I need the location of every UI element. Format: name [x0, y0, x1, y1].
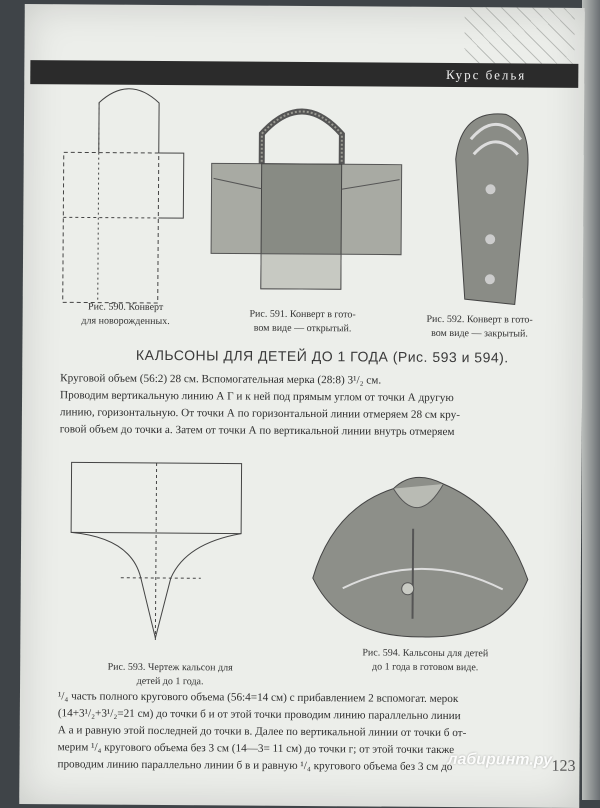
paragraph-line: проводим линию параллельно линии б в и равную ¹/₄ кругового объема без 3 см до [57, 758, 453, 774]
fig590-caption-line2: для новорожденных. [81, 315, 170, 328]
envelope-pattern-drawing [43, 82, 195, 305]
fig594-caption [320, 646, 530, 675]
fig594-caption-line2: до 1 года в готовом виде. [372, 661, 479, 674]
fig592-caption-line1: Рис. 592. Конверт в гото- [426, 313, 533, 326]
open-envelope-illustration [191, 93, 424, 295]
paragraph-line: линию, горизонтальную. От точки А по горизонтальной линии отмеряем 28 см кру- [59, 406, 460, 422]
site-watermark: лабиринт.ру [447, 751, 553, 769]
paragraph-line: А а и равную этой последней до точки в. Далее по вертикальной линии от точки б от- [57, 724, 467, 740]
book-right-edge [582, 0, 600, 800]
fig590-caption [51, 300, 201, 329]
trousers-pattern-drawing [60, 452, 261, 649]
running-title: Курс белья [445, 66, 527, 83]
finished-trousers-illustration [302, 468, 541, 646]
fig593-caption-line1: Рис. 593. Чертеж кальсон для [107, 661, 233, 674]
paragraph-line: ¹/₄ часть полного кругового объема (56:4=14 см) с прибавлением 2 вспомогат. мерок [57, 690, 459, 706]
page-number: 123 [551, 757, 576, 775]
section-heading: КАЛЬСОНЫ ДЛЯ ДЕТЕЙ ДО 1 ГОДА (Рис. 593 и 594). [135, 346, 509, 366]
header-ornament [464, 7, 574, 64]
fig592-caption [394, 313, 564, 342]
fig591-caption [222, 307, 382, 336]
fig593-caption-line2: детей до 1 года. [136, 675, 204, 688]
paragraph-line: мерим ¹/₄ кругового объема без 3 см (14—3= 11 см) до точки г; от этой точки также [57, 741, 455, 757]
fig590-caption-line1: Рис. 590. Конверт [88, 301, 164, 314]
closed-envelope-illustration [435, 99, 548, 312]
fig593-caption [70, 660, 270, 689]
paragraph-line: (14+3¹/₂+3¹/₂=21 см) до точки б и от этой точки проводим линию параллельно линии [57, 707, 461, 723]
paragraph-top [60, 370, 560, 441]
fig592-caption-line2: вом виде — закрытый. [431, 327, 528, 340]
book-page [19, 4, 585, 808]
fig594-caption-line1: Рис. 594. Кальсоны для детей [362, 647, 489, 660]
fig591-caption-line1: Рис. 591. Конверт в гото- [249, 308, 356, 321]
paragraph-line: Круговой объем (56:2) 28 см. Вспомогательная мерка (28:8) 3¹/₂ см. [60, 372, 382, 387]
paragraph-line: Проводим вертикальную линию А Г и к ней под прямым углом от точки А другую [60, 389, 454, 405]
paragraph-line: говой объем до точки а. Затем от точки А по вертикальной линии внутрь отмеряем [59, 423, 455, 439]
fig591-caption-line2: вом виде — открытый. [253, 322, 352, 335]
